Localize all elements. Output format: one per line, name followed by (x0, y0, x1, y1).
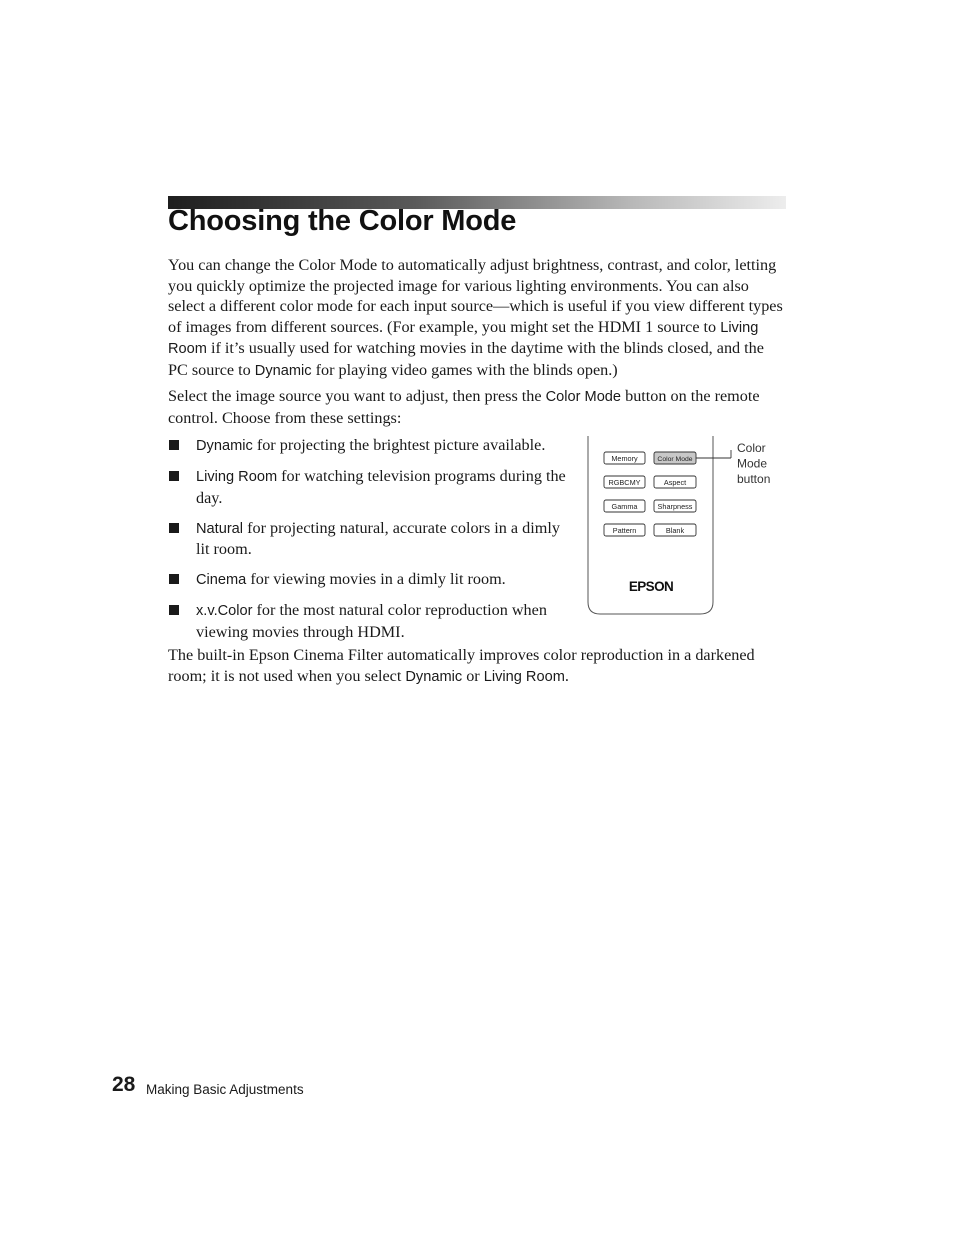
setting-name: Dynamic (405, 668, 463, 685)
remote-button-pattern (604, 524, 645, 536)
epson-logo: EPSON (628, 579, 674, 594)
callout-label: Mode (737, 456, 768, 471)
svg-text:Aspect: Aspect (663, 478, 687, 488)
note-text: . (564, 666, 569, 685)
mode-description: for viewing movies in a dimly lit room. (246, 570, 506, 588)
instruction-paragraph (168, 386, 786, 428)
list-item (168, 466, 568, 508)
mode-description: for projecting natural, accurate colors in a dimly lit room. (196, 518, 560, 558)
intro-text: for playing video games with the blinds open.) (311, 360, 618, 379)
mode-name: Cinema (196, 572, 247, 588)
note-text: The built-in Epson Cinema Filter automatically improves color reproduction in a darkened room; it is not used when you select (168, 646, 755, 685)
page-number: 28 (112, 1073, 136, 1096)
section-title: Making Basic Adjustments (146, 1082, 304, 1097)
svg-text:Sharpness: Sharpness (657, 502, 693, 512)
mode-name: Living Room (196, 469, 278, 485)
instruction-text: button on the remote control. Choose from these settings: (168, 387, 760, 427)
remote-button-rgbcmy (604, 476, 645, 488)
bullet-square-icon (169, 440, 179, 450)
list-item (168, 518, 568, 560)
callout-label: Color (737, 441, 766, 455)
remote-button-gamma (604, 500, 645, 512)
mode-name: Natural (196, 520, 244, 537)
list-item (168, 435, 568, 457)
callout-label: button (737, 472, 771, 486)
remote-button-color-mode (654, 452, 696, 464)
bullet-square-icon (169, 605, 179, 615)
list-item (168, 600, 568, 642)
page-title: Choosing the Color Mode (168, 205, 517, 237)
intro-text: You can change the Color Mode to automatically adjust brightness, contrast, and color, letting you quickly optimize the projected image for various lighting environments. You can also select a different color mode for each input source—which is useful if you view different types of images from different sources. (For example, you might set the HDMI 1 source to (168, 256, 783, 336)
setting-name: Dynamic (254, 362, 312, 379)
svg-text:Pattern: Pattern (612, 526, 637, 536)
intro-paragraph (168, 255, 786, 381)
list-item (168, 569, 568, 591)
button-name: Color Mode (545, 389, 622, 405)
svg-text:Blank: Blank (665, 526, 685, 536)
mode-name: Dynamic (196, 438, 253, 454)
remote-button-memory (604, 452, 645, 464)
intro-text: if it’s usually used for watching movies in the daytime with the blinds closed, and the PC source to (168, 339, 764, 379)
remote-control-illustration (580, 436, 780, 621)
mode-name: x.v.Color (196, 603, 253, 619)
bullet-square-icon (169, 523, 179, 533)
remote-button-blank (654, 524, 696, 536)
color-mode-list (168, 435, 568, 652)
mode-description: for watching television programs during the day. (196, 467, 566, 507)
note-text: or (462, 666, 484, 685)
note-paragraph (168, 645, 786, 687)
mode-description: for projecting the brightest picture available. (252, 436, 546, 454)
mode-description: for the most natural color reproduction when viewing movies through HDMI. (196, 601, 547, 641)
setting-name: Living Room (168, 319, 759, 357)
svg-text:Memory: Memory (611, 454, 638, 464)
svg-text:Color Mode: Color Mode (657, 456, 693, 464)
setting-name: Living Room (483, 668, 565, 685)
remote-button-aspect (654, 476, 696, 488)
svg-text:Gamma: Gamma (611, 502, 638, 512)
remote-button-sharpness (654, 500, 696, 512)
svg-text:RGBCMY: RGBCMY (608, 478, 641, 488)
bullet-square-icon (169, 471, 179, 481)
bullet-square-icon (169, 574, 179, 584)
instruction-text: Select the image source you want to adjust, then press the (168, 387, 546, 405)
